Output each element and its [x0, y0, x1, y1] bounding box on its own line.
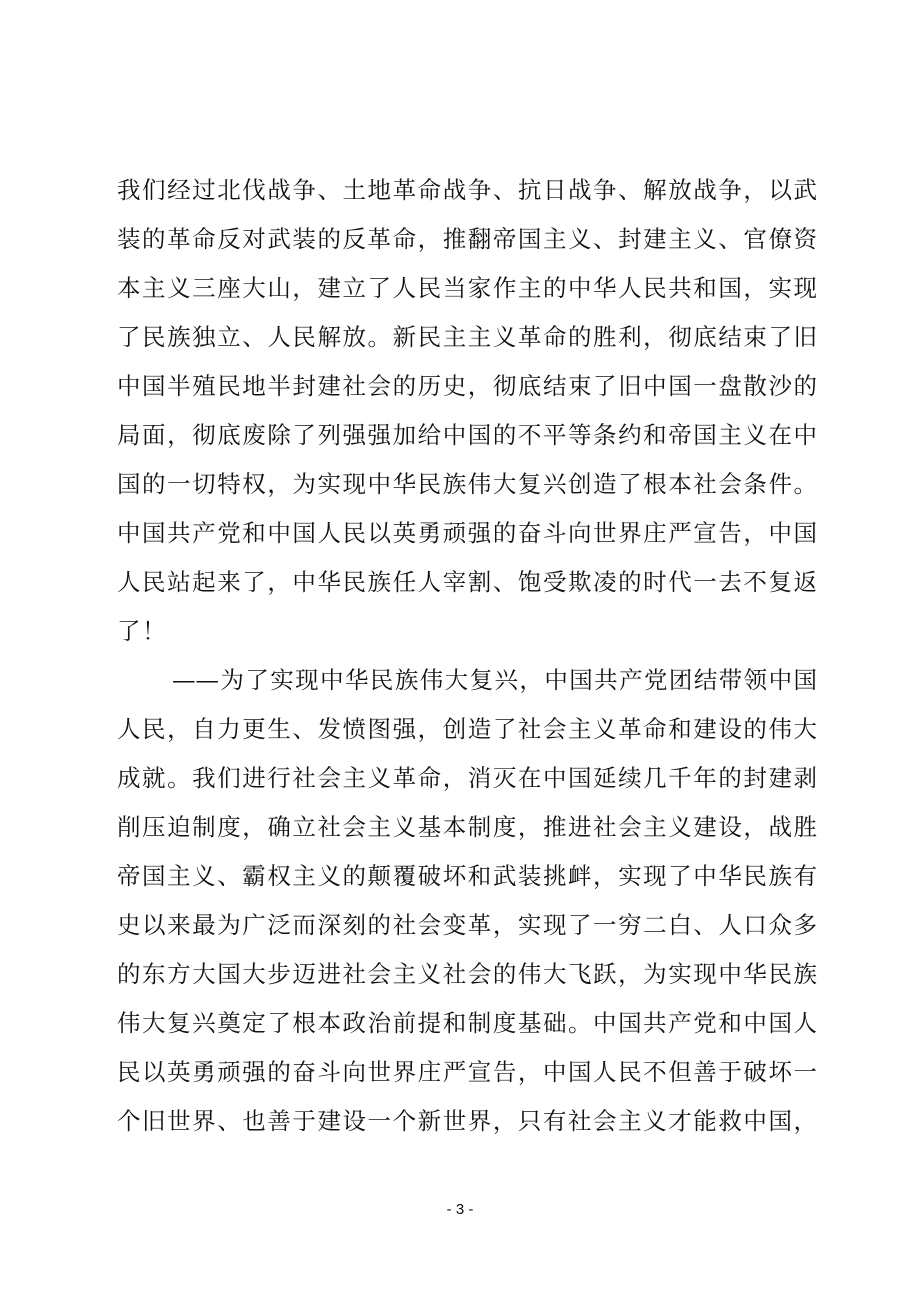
page-number: - 3 -	[446, 1201, 474, 1218]
text-line: 了！	[117, 617, 168, 645]
text-line: 民以英勇顽强的奋斗向世界庄严宣告，中国人民不但善于破坏一	[117, 1058, 817, 1086]
text-line: 帝国主义、霸权主义的颠覆破坏和武装挑衅，实现了中华民族有	[117, 862, 817, 890]
text-line: 装的革命反对武装的反革命，推翻帝国主义、封建主义、官僚资	[117, 225, 817, 253]
text-line: 人民站起来了，中华民族任人宰割、饱受欺凌的时代一去不复返	[117, 568, 817, 596]
text-line: 削压迫制度，确立社会主义基本制度，推进社会主义建设，战胜	[117, 813, 817, 841]
text-line: 的东方大国大步迈进社会主义社会的伟大飞跃，为实现中华民族	[117, 960, 817, 988]
text-line: 人民，自力更生、发愤图强，创造了社会主义革命和建设的伟大	[117, 715, 817, 743]
text-line: 个旧世界、也善于建设一个新世界，只有社会主义才能救中国，	[117, 1107, 817, 1135]
text-line: 局面，彻底废除了列强强加给中国的不平等条约和帝国主义在中	[117, 421, 817, 449]
text-line: 成就。我们进行社会主义革命，消灭在中国延续几千年的封建剥	[117, 764, 817, 792]
text-line: 伟大复兴奠定了根本政治前提和制度基础。中国共产党和中国人	[117, 1009, 817, 1037]
text-line: 我们经过北伐战争、土地革命战争、抗日战争、解放战争，以武	[117, 176, 817, 204]
paragraph-first-line: ——为了实现中华民族伟大复兴，中国共产党团结带领中国	[172, 666, 817, 694]
text-line: 国的一切特权，为实现中华民族伟大复兴创造了根本社会条件。	[117, 470, 817, 498]
text-line: 史以来最为广泛而深刻的社会变革，实现了一穷二白、人口众多	[117, 911, 817, 939]
text-line: 本主义三座大山，建立了人民当家作主的中华人民共和国，实现	[117, 274, 817, 302]
text-line: 中国共产党和中国人民以英勇顽强的奋斗向世界庄严宣告，中国	[117, 519, 817, 547]
text-line: 了民族独立、人民解放。新民主主义革命的胜利，彻底结束了旧	[117, 323, 817, 351]
body-text	[117, 166, 817, 1146]
text-line: 中国半殖民地半封建社会的历史，彻底结束了旧中国一盘散沙的	[117, 372, 817, 400]
